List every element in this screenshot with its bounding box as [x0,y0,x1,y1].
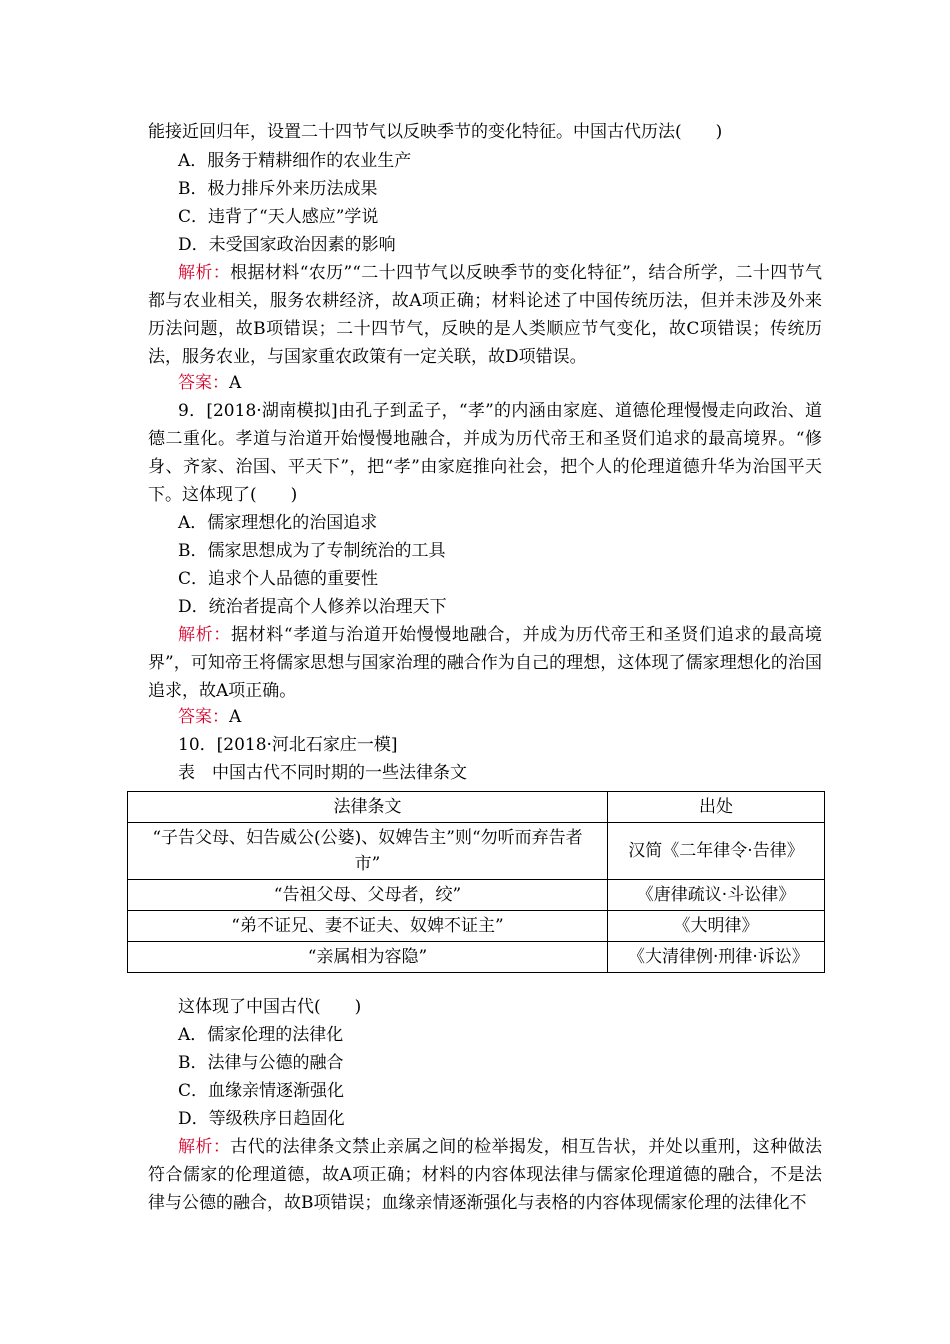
q8-analysis-label: 解析： [178,263,231,283]
q8-analysis-text: 根据材料“农历”“二十四节气以反映季节的变化特征”，结合所学，二十四节气都与农业相关，服务农耕经济，故A项正确；材料论述了中国传统历法，但并未涉及外来历法问题，故B项错误；二十四节气，反映的是人类顺应节气变化，故C项错误；传统历法，服务农业，与国家重农政策有一定关联，故D项错误。 [148,263,822,367]
q10-option-a: A．儒家伦理的法律化 [178,1025,344,1045]
table-header-source: 出处 [608,792,825,823]
q10-analysis-label: 解析： [178,1137,231,1157]
q10-analysis-text: 古代的法律条文禁止亲属之间的检举揭发，相互告状，并处以重刑，这种做法符合儒家的伦理道德，故A项正确；材料的内容体现法律与儒家伦理道德的融合，不是法律与公德的融合，故B项错误；血缘亲情逐渐强化与表格的内容体现儒家伦理的法律化不 [148,1137,822,1213]
table-cell-law: “子告父母、妇告威公(公婆)、奴婢告主”则“勿听而弃告者市” [128,823,608,880]
q9-option-d: D．统治者提高个人修养以治理天下 [178,597,447,617]
q8-option-b: B．极力排斥外来历法成果 [178,179,378,199]
q10-option-d: D．等级秩序日趋固化 [178,1109,345,1129]
q9-option-b: B．儒家思想成为了专制统治的工具 [178,541,446,561]
q9-stem [148,397,822,509]
q10-option-b: B．法律与公德的融合 [178,1053,344,1073]
q9-option-a: A．儒家理想化的治国追求 [178,513,378,533]
q8-answer-label: 答案： [178,373,229,393]
q9-answer-label: 答案： [178,707,229,727]
q10-question: 这体现了中国古代( ) [178,997,362,1017]
q9-stem-text: 9．[2018·湖南模拟]由孔子到孟子，“孝”的内涵由家庭、道德伦理慢慢走向政治、道德二重化。孝道与治道开始慢慢地融合，并成为历代帝王和圣贤们追求的最高境界。“修身、齐家、治国、平天下”，把“孝”由家庭推向社会，把个人的伦理道德升华为治国平天下。这体现了( ) [148,401,822,505]
table-row [128,942,825,973]
table-cell-law: “弟不证兄、妻不证夫、奴婢不证主” [128,911,608,942]
table-cell-source: 汉简《二年律令·告律》 [608,823,825,880]
table-row [128,880,825,911]
q10-analysis [148,1133,822,1217]
question-8-stem-continuation: 能接近回归年，设置二十四节气以反映季节的变化特征。中国古代历法( ) [148,122,723,142]
q9-answer [178,706,241,728]
q9-answer-value: A [229,707,242,727]
q9-analysis [148,621,822,705]
table-row [128,823,825,880]
q10-stem: 10．[2018·河北石家庄一模] [178,735,398,755]
table-cell-source: 《唐律疏议·斗讼律》 [608,880,825,911]
q8-answer-value: A [229,373,242,393]
table-row [128,911,825,942]
q9-analysis-text: 据材料“孝道与治道开始慢慢地融合，并成为历代帝王和圣贤们追求的最高境界”，可知帝王将儒家思想与国家治理的融合作为自己的理想，这体现了儒家理想化的治国追求，故A项正确。 [148,625,822,701]
q9-analysis-label: 解析： [178,625,231,645]
q8-option-a: A．服务于精耕细作的农业生产 [178,151,412,171]
law-table [127,791,825,973]
table-cell-source: 《大明律》 [608,911,825,942]
q9-option-c: C．追求个人品德的重要性 [178,569,379,589]
table-header-law: 法律条文 [128,792,608,823]
q8-option-d: D．未受国家政治因素的影响 [178,235,396,255]
table-cell-source: 《大清律例·刑律·诉讼》 [608,942,825,973]
q8-analysis [148,259,822,371]
q8-option-c: C．违背了“天人感应”学说 [178,207,379,227]
table-cell-law: “亲属相为容隐” [128,942,608,973]
q8-answer [178,372,241,394]
table-cell-law: “告祖父母、父母者，绞” [128,880,608,911]
table-caption: 表 中国古代不同时期的一些法律条文 [178,763,467,783]
table-header-row [128,792,825,823]
q10-option-c: C．血缘亲情逐渐强化 [178,1081,345,1101]
